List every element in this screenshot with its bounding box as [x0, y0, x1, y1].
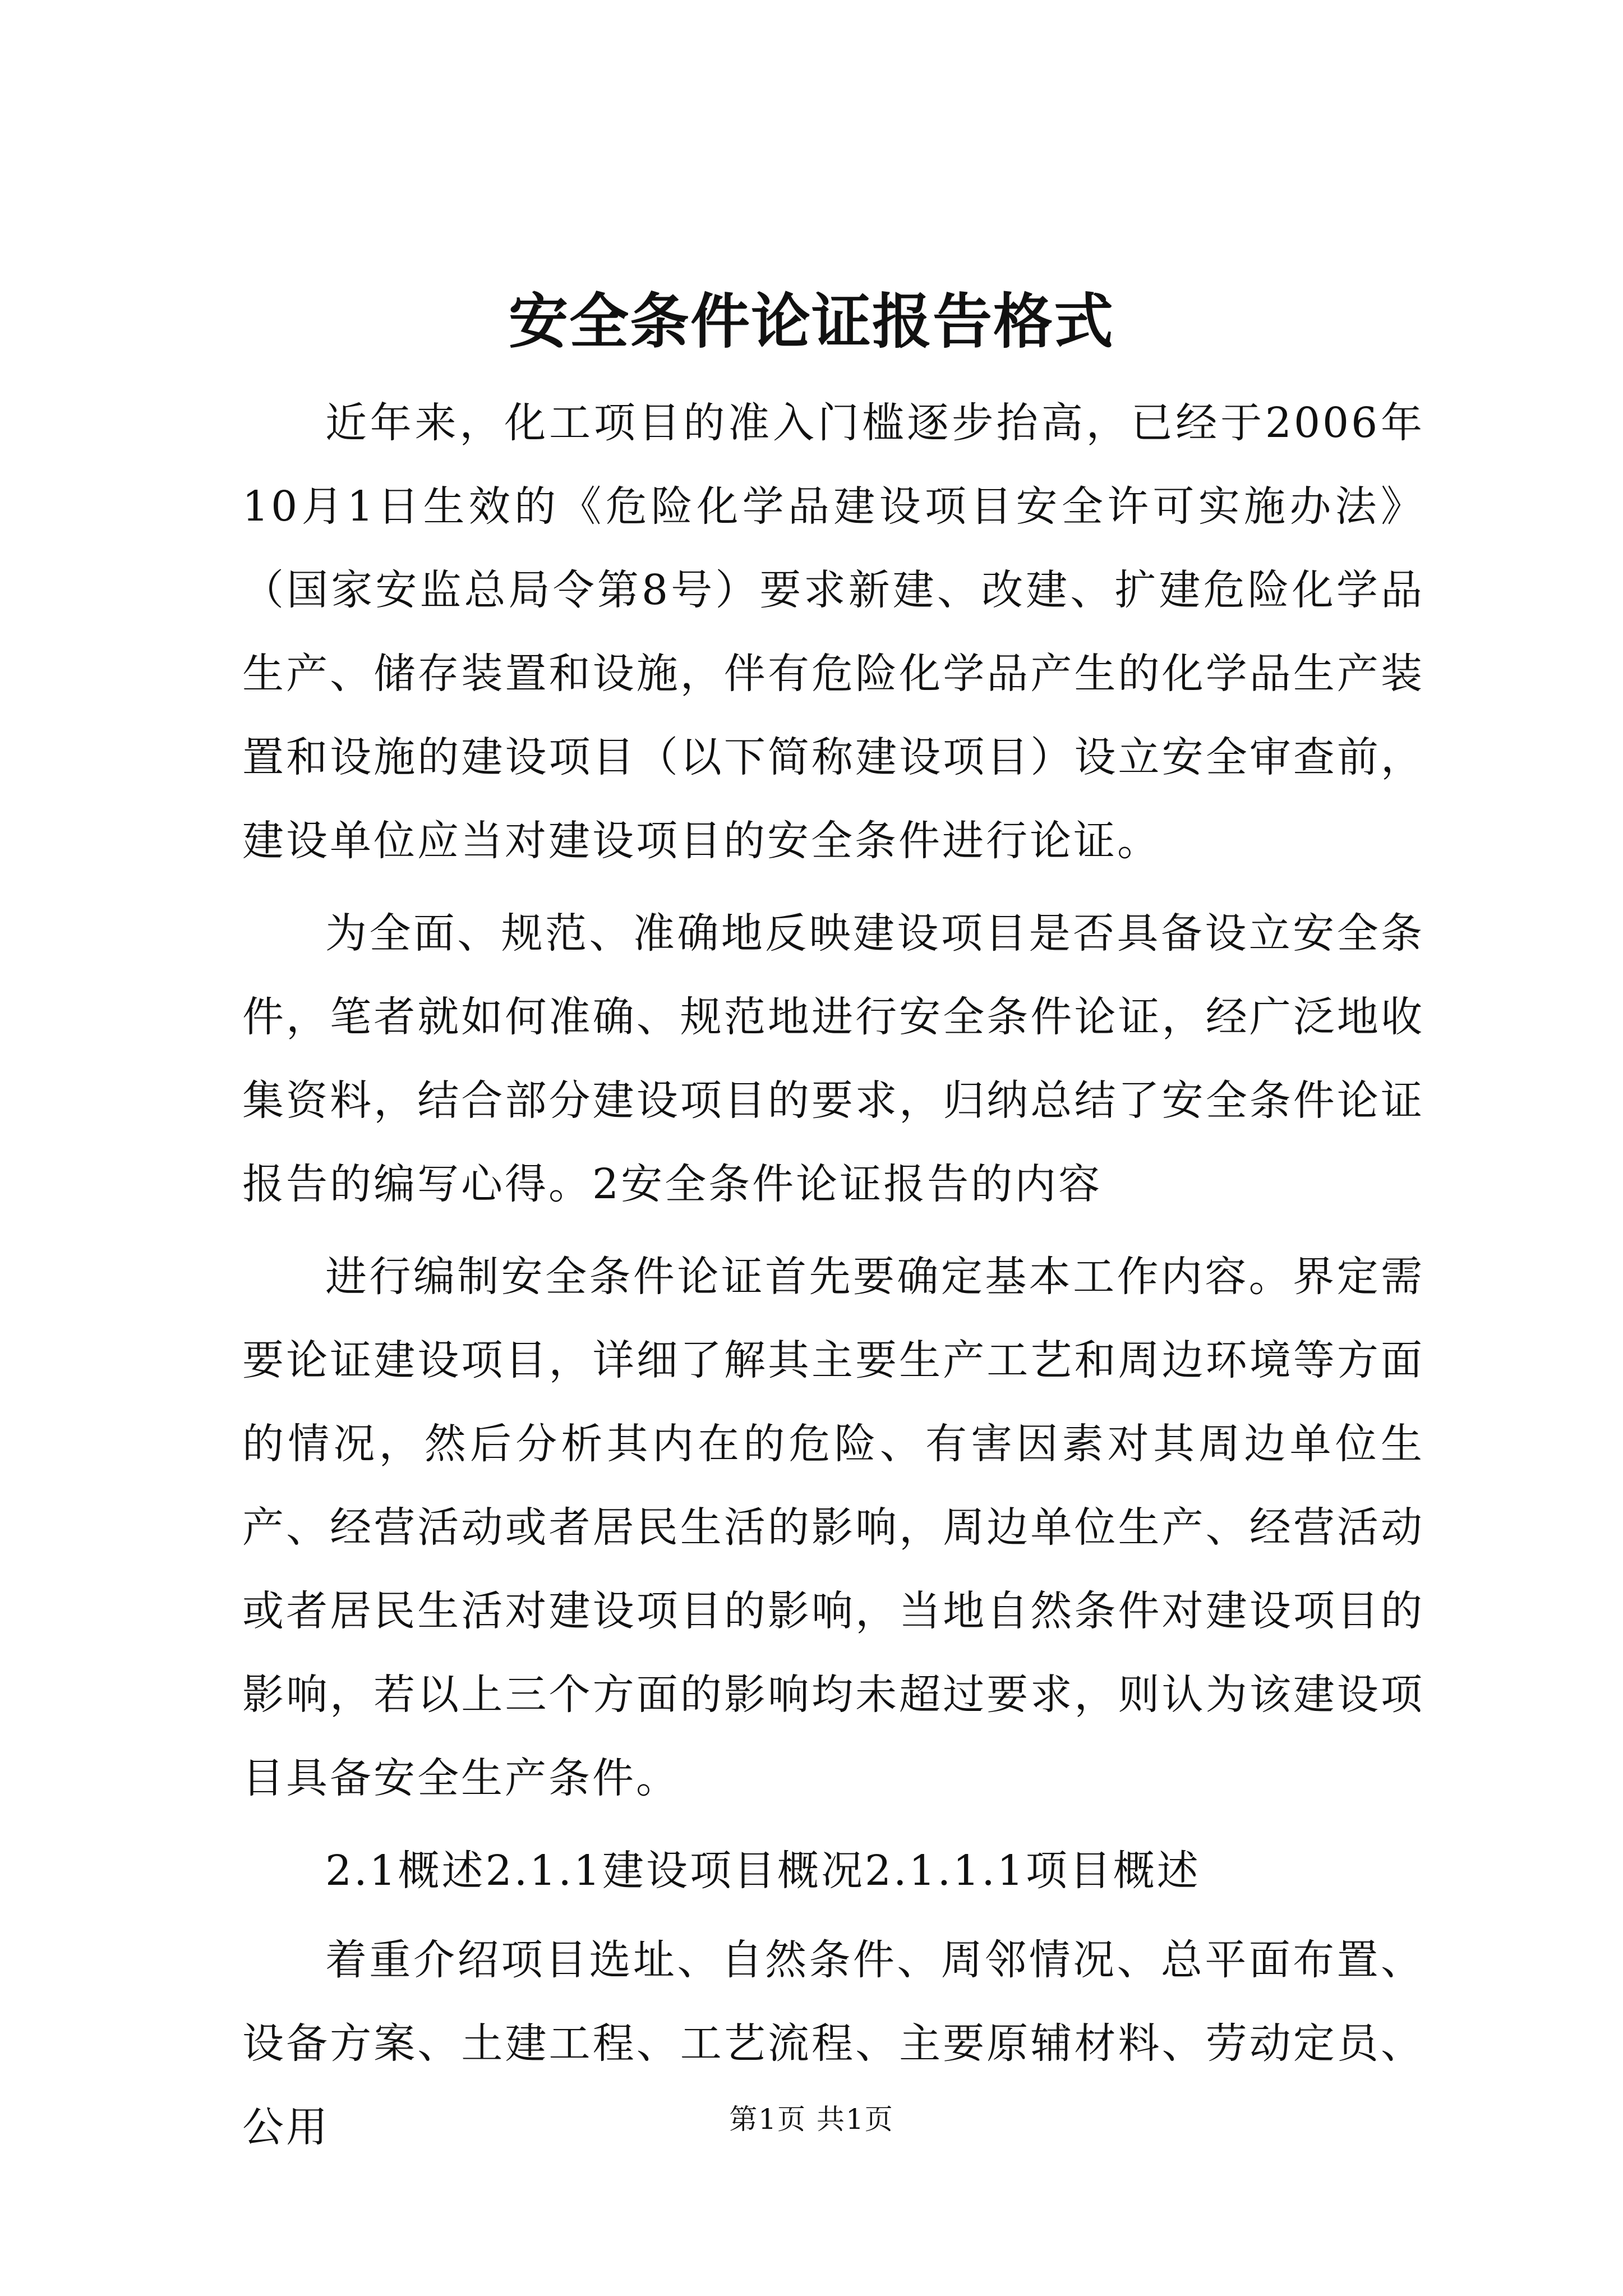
paragraph: 近年来，化工项目的准入门槛逐步抬高，已经于2006年10月1日生效的《危险化学品建设项目安全许可实施办法》（国家安监总局令第8号）要求新建、改建、扩建危险化学品生产、储存装置和设施，伴有危险化学品产生的化学品生产装置和设施的建设项目（以下简称建设项目）设立安全审查前，建设单位应当对建设项目的安全条件进行论证。: [242, 399, 1424, 865]
paragraph: 进行编制安全条件论证首先要确定基本工作内容。界定需要论证建设项目，详细了解其主要生产工艺和周边环境等方面的情况，然后分析其内在的危险、有害因素对其周边单位生产、经营活动或者居民生活的影响，周边单位生产、经营活动或者居民生活对建设项目的影响，当地自然条件对建设项目的影响，若以上三个方面的影响均未超过要求，则认为该建设项目具备安全生产条件。: [242, 1253, 1424, 1802]
paragraph: 着重介绍项目选址、自然条件、周邻情况、总平面布置、设备方案、土建工程、工艺流程、主要原辅材料、劳动定员、公用: [242, 1936, 1424, 2151]
document-body: [242, 381, 1424, 2169]
document-title: 安全条件论证报告格式: [509, 286, 1114, 356]
paragraph: 为全面、规范、准确地反映建设项目是否具备设立安全条件，笔者就如何准确、规范地进行安全条件论证，经广泛地收集资料，结合部分建设项目的要求，归纳总结了安全条件论证报告的编写心得。2安全条件论证报告的内容: [242, 909, 1424, 1208]
section-heading-paragraph: 2.1概述2.1.1建设项目概况2.1.1.1项目概述: [325, 1847, 1201, 1895]
page-footer: 第1页 共1页: [729, 2103, 894, 2136]
